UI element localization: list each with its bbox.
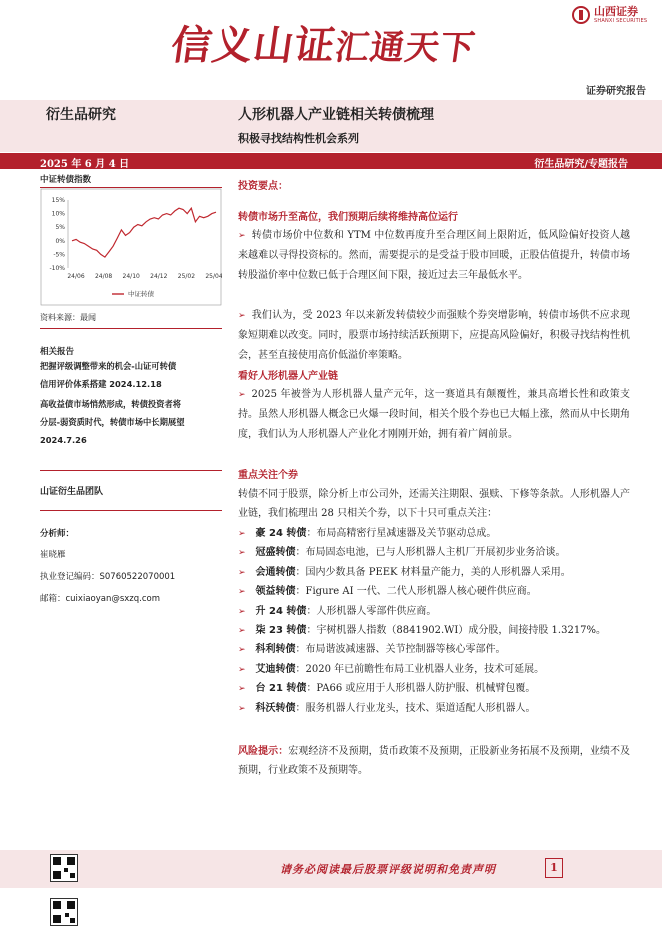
triangle-bullet-icon: ➢: [238, 231, 246, 241]
paragraph-bonds: 转债不同于股票，除分析上市公司外，还需关注期限、强赎、下修等条款。人形机器人产业链，我们梳理出 28 只相关个券，以下十只可重点关注：: [238, 489, 630, 520]
bond-name: 冠盛转债: [255, 547, 296, 559]
x-tick-label: 25/04: [205, 273, 222, 280]
chart-source: 资料来源：最闻: [40, 313, 96, 322]
triangle-bullet-icon: ➢: [238, 311, 246, 321]
heading-market: 转债市场升至高位，我们预期后续将维持高位运行: [238, 212, 458, 223]
brand-banner: [0, 0, 662, 100]
bond-item: [238, 640, 630, 660]
related-report-line[interactable]: 2024.7.26: [40, 435, 87, 445]
divider: [40, 510, 222, 511]
x-tick-label: 24/08: [94, 273, 113, 280]
risk-label: 风险提示：: [238, 746, 289, 757]
chart-title: 中证转债指数: [40, 173, 222, 188]
divider: [40, 328, 222, 329]
bond-name: 台 21 转债: [255, 683, 307, 695]
bond-name: 艾迪转债: [255, 663, 296, 675]
related-report-line[interactable]: 把握评级调整带来的机会-山证可转债: [40, 361, 177, 371]
slogan-part2: 汇通天下: [332, 28, 479, 68]
related-reports-title: 相关报告: [40, 347, 75, 357]
analyst-name: 崔晓雁: [40, 550, 66, 560]
qr-code-icon[interactable]: [50, 854, 78, 882]
bond-desc: ：2020 年已前瞻性布局工业机器人业务，技术可延展。: [295, 663, 545, 675]
company-logo: [572, 6, 647, 24]
invest-heading: 投资要点：: [238, 181, 288, 192]
divider: [40, 470, 222, 471]
bond-name: 科利转债: [255, 644, 296, 656]
triangle-bullet-icon: ➢: [238, 684, 246, 695]
triangle-bullet-icon: ➢: [238, 548, 246, 559]
analyst-label: 分析师：: [40, 529, 75, 539]
bond-item: [238, 543, 630, 563]
bond-item: [238, 563, 630, 583]
report-type: 证券研究报告: [586, 86, 646, 97]
paragraph-market-2: ➢ 我们认为，受 2023 年以来新发转债较少而强赎个券突增影响，转债市场供不应求现象短期难以改变。同时，股票市场持续活跃预期下，应提高风险偏好，积极寻找结构性机会，甚至直接使用高价低溢价率策略。: [238, 310, 630, 361]
triangle-bullet-icon: ➢: [238, 626, 246, 636]
bond-desc: ：人形机器人零部件供应商。: [306, 605, 437, 617]
bond-name: 柒 23 转债: [255, 625, 307, 636]
triangle-bullet-icon: ➢: [238, 703, 246, 714]
x-tick-label: 24/12: [150, 273, 168, 280]
related-report-line[interactable]: 信用评价体系搭建 2024.12.18: [40, 379, 162, 389]
bond-item: [238, 602, 630, 622]
y-tick-label: -5%: [53, 251, 65, 259]
y-tick-label: 15%: [51, 197, 65, 204]
bond-item: [238, 699, 630, 719]
logo-en: SHANXI SECURITIES: [594, 18, 648, 24]
bond-desc: ：布局高精密行星减速器及关节驱动总成。: [306, 528, 497, 539]
section-label: 衍生品研究: [46, 107, 116, 123]
legend-label: 中证转债: [128, 290, 154, 298]
x-tick-label: 24/10: [122, 273, 140, 280]
y-tick-label: 5%: [55, 224, 65, 232]
disclaimer[interactable]: 请务必阅读最后股票评级说明和免责声明: [280, 863, 496, 876]
y-tick-label: 0%: [55, 237, 65, 245]
bond-name: 科沃转债: [255, 702, 296, 714]
qr-code-icon[interactable]: [50, 898, 78, 926]
triangle-bullet-icon: ➢: [238, 390, 246, 400]
triangle-bullet-icon: ➢: [238, 567, 246, 578]
bond-item: [238, 679, 630, 699]
slogan: [168, 14, 480, 71]
triangle-bullet-icon: ➢: [238, 606, 246, 617]
heading-bonds: 重点关注个券: [238, 470, 298, 481]
bond-name: 豪 24 转债: [255, 528, 307, 539]
bond-item: [238, 582, 630, 602]
bond-name: 升 24 转债: [255, 605, 307, 617]
bond-desc: ：宇树机器人指数（8841902.WI）成分股，间接持股 1.3217%。: [306, 625, 607, 636]
logo-cn: 山西证券: [594, 5, 638, 18]
index-chart: [40, 188, 222, 306]
triangle-bullet-icon: ➢: [238, 587, 246, 598]
bond-desc: ：服务机器人行业龙头，技术、渠道适配人形机器人。: [295, 702, 536, 714]
triangle-bullet-icon: ➢: [238, 664, 246, 675]
bond-item: [238, 621, 630, 641]
bond-desc: ：Figure AI 一代、二代人形机器人核心硬件供应商。: [295, 586, 537, 598]
related-report-line[interactable]: 分层-弱资质时代，转债市场中长期展望: [40, 417, 185, 427]
team-name: 山证衍生品团队: [40, 487, 104, 497]
report-subtitle: 积极寻找结构性机会系列: [238, 132, 359, 145]
bond-desc: ：国内少数具备 PEEK 材料量产能力，美的人形机器人采用。: [295, 566, 571, 578]
bond-name: 领益转债: [255, 586, 296, 598]
related-report-line[interactable]: 高收益债市场悄然形成，转债投资者将: [40, 399, 182, 409]
triangle-bullet-icon: ➢: [238, 645, 246, 656]
triangle-bullet-icon: ➢: [238, 529, 246, 539]
bond-desc: ：布局谐波减速器、关节控制器等核心零部件。: [295, 644, 506, 656]
analyst-license: 执业登记编码：S0760522070001: [40, 572, 176, 582]
index-chart-svg: [40, 188, 222, 306]
report-title: 人形机器人产业链相关转债梳理: [238, 107, 434, 123]
bond-name: 会通转债: [255, 566, 296, 578]
logo-icon: [572, 6, 590, 24]
report-date: 2025 年 6 月 4 日: [40, 159, 130, 170]
slogan-part1: 信义山证: [168, 22, 339, 69]
bond-item: [238, 660, 630, 680]
heading-robot: 看好人形机器人产业链: [238, 371, 338, 382]
paragraph-market-1: ➢ 转债市场价中位数和 YTM 中位数再度升至合理区间上限附近，低风险偏好投资人越来越难以寻得投资标的。然而，需要提示的是受益于股市回暖，正股估值提升，转债市场转股溢价率中位数已低于合理区间下限，接近过去三年最低水平。: [238, 230, 630, 281]
series-line: [72, 208, 216, 257]
page-number: 1: [545, 858, 563, 878]
bond-item: [238, 524, 630, 544]
analyst-email[interactable]: 邮箱：cuixiaoyan@sxzq.com: [40, 594, 161, 604]
paragraph-robot: ➢ 2025 年被誉为人形机器人量产元年，这一赛道具有颠覆性，兼具高增长性和政策支持。虽然人形机器人概念已火爆一段时间，相关个股个券也已大幅上涨，然而从中长期角度，我们认为人形机器人产业化才刚刚开始，拥有着广阔前景。: [238, 389, 630, 440]
x-tick-label: 24/06: [67, 273, 85, 280]
bond-desc: ：布局固态电池，已与人形机器人主机厂开展初步业务洽谈。: [295, 547, 566, 559]
risk-paragraph: 风险提示：宏观经济不及预期，货币政策不及预期，正股新业务拓展不及预期，业绩不及预期，行业政策不及预期等。: [238, 746, 631, 777]
x-tick-label: 25/02: [177, 273, 196, 280]
report-category: 衍生品研究/专题报告: [534, 159, 628, 170]
y-tick-label: 10%: [51, 210, 65, 218]
bond-desc: ：PA66 或应用于人形机器人防护服、机械臂包覆。: [306, 683, 536, 695]
y-tick-label: -10%: [49, 265, 65, 272]
